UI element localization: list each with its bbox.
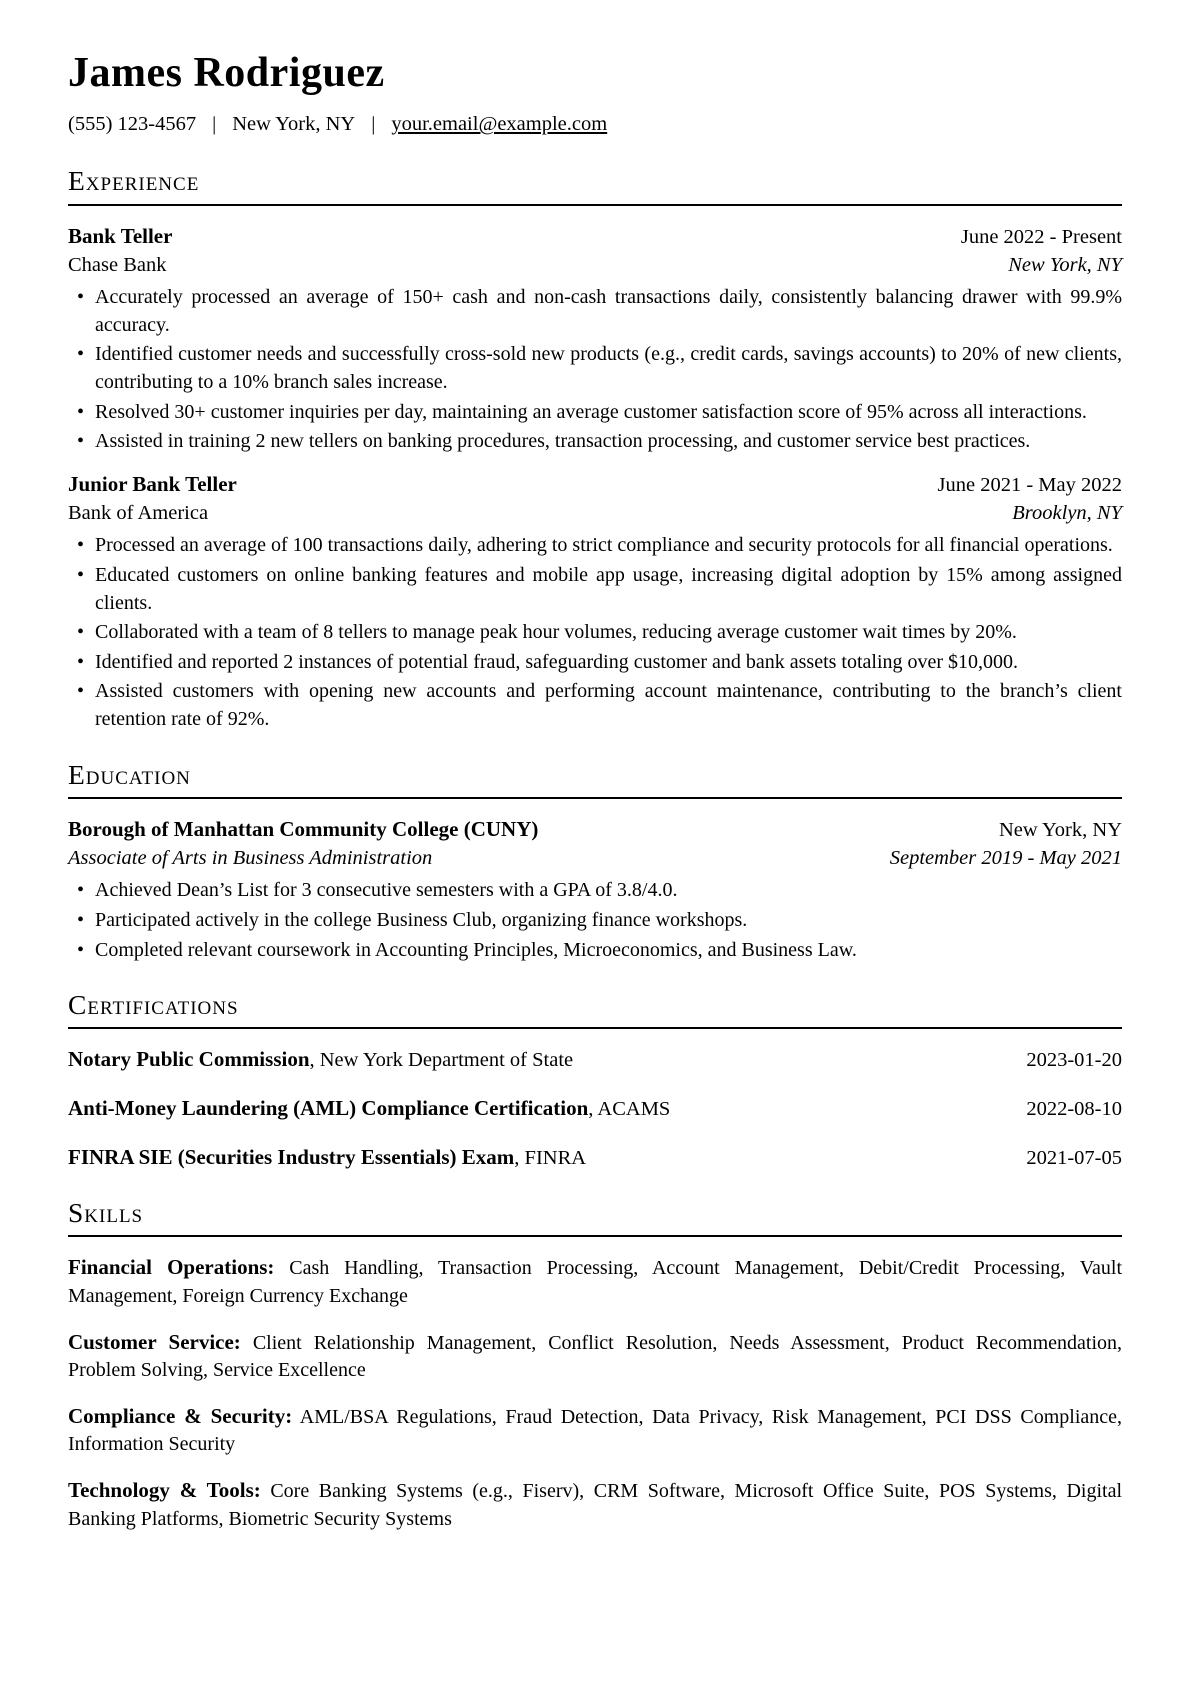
education-degree-row xyxy=(68,844,1122,872)
section-education xyxy=(68,760,1122,965)
skill-category-label: Financial Operations: xyxy=(68,1255,275,1280)
section-certifications xyxy=(68,990,1122,1172)
bullet-item: • Achieved Dean’s List for 3 consecutive semesters with a GPA of 3.8/4.0. xyxy=(68,877,1122,905)
job-location: Brooklyn, NY xyxy=(1012,502,1122,525)
section-skills xyxy=(68,1198,1122,1533)
section-rule xyxy=(68,1235,1122,1237)
certification-row xyxy=(68,1094,1122,1124)
certification-name: Anti-Money Laundering (AML) Compliance Certification xyxy=(68,1096,589,1120)
section-experience xyxy=(68,166,1122,733)
bullet-item: • Assisted customers with opening new accounts and performing account maintenance, contributing to the branch’s client retention rate of 92%. xyxy=(68,678,1122,733)
certification-text xyxy=(68,1094,670,1124)
person-name: James Rodriguez xyxy=(68,50,385,96)
job-entry xyxy=(68,470,1122,734)
section-rule xyxy=(68,797,1122,799)
certification-name: Notary Public Commission xyxy=(68,1047,310,1072)
bullet-item: • Processed an average of 100 transactions daily, adhering to strict compliance and security protocols for all financial operations. xyxy=(68,532,1122,560)
section-title-skills: Skills xyxy=(68,1197,144,1229)
certification-issuer: ACAMS xyxy=(597,1098,671,1120)
contact-separator: | xyxy=(371,113,376,136)
certification-row xyxy=(68,1143,1122,1173)
section-title-education: Education xyxy=(68,758,191,790)
skill-items: AML/BSA Regulations, Fraud Detection, Data Privacy, Risk Management, PCI DSS Compliance, Information Security xyxy=(68,1405,1123,1456)
skill-items: Client Relationship Management, Conflict Resolution, Needs Assessment, Product Recommendation, Problem Solving, Service Excellence xyxy=(68,1331,1122,1382)
education-title-row xyxy=(68,815,1122,844)
contact-line xyxy=(68,110,1122,138)
education-bullet-list xyxy=(68,877,1122,964)
certification-text xyxy=(68,1143,586,1173)
email-link[interactable]: your.email@example.com xyxy=(391,113,608,136)
job-company: Chase Bank xyxy=(68,254,167,276)
job-company: Bank of America xyxy=(68,502,209,525)
bullet-item: • Resolved 30+ customer inquiries per day, maintaining an average customer satisfaction score of 95% across all interactions. xyxy=(68,399,1122,427)
job-company-row xyxy=(68,499,1122,527)
bullet-item: • Completed relevant coursework in Accounting Principles, Microeconomics, and Business Law. xyxy=(68,937,1122,965)
certification-issuer: FINRA xyxy=(524,1146,587,1169)
skill-category-label: Technology & Tools: xyxy=(68,1478,261,1502)
bullet-item: • Participated actively in the college Business Club, organizing finance workshops. xyxy=(68,907,1122,935)
job-company-row xyxy=(68,251,1122,279)
comma-separator: , xyxy=(514,1146,525,1169)
certification-date: 2021-07-05 xyxy=(1026,1146,1122,1169)
skill-group xyxy=(68,1328,1122,1385)
degree-name: Associate of Arts in Business Administration xyxy=(68,847,433,870)
skill-category-label: Customer Service: xyxy=(68,1329,241,1354)
bullet-item: • Assisted in training 2 new tellers on banking procedures, transaction processing, and customer service best practices. xyxy=(68,428,1122,456)
bullet-item: • Identified and reported 2 instances of potential fraud, safeguarding customer and bank assets totaling over $10,000. xyxy=(68,649,1122,677)
comma-separator: , xyxy=(588,1098,598,1120)
job-title-row xyxy=(68,470,1122,499)
job-title-row xyxy=(68,222,1122,251)
section-rule xyxy=(68,204,1122,206)
contact-separator: | xyxy=(212,113,217,136)
skill-group xyxy=(68,1476,1122,1533)
bullet-item: • Educated customers on online banking features and mobile app usage, increasing digital adoption by 15% among assigned clients. xyxy=(68,562,1122,617)
job-bullet-list xyxy=(68,532,1122,733)
certification-date: 2023-01-20 xyxy=(1026,1049,1122,1072)
skill-items: Cash Handling, Transaction Processing, Account Management, Debit/Credit Processing, Vault Management, Foreign Currency Exchange xyxy=(68,1257,1123,1308)
section-rule xyxy=(68,1027,1122,1029)
skill-category-label: Compliance & Security: xyxy=(68,1403,293,1428)
job-title: Junior Bank Teller xyxy=(68,471,237,496)
phone-number: (555) 123-4567 xyxy=(68,113,197,136)
contact-location: New York, NY xyxy=(232,113,356,136)
bullet-item: • Identified customer needs and successfully cross-sold new products (e.g., credit cards, savings accounts) to 20% of new clients, contributing to a 10% branch sales increase. xyxy=(68,341,1122,396)
job-title: Bank Teller xyxy=(68,223,173,248)
section-title-experience: Experience xyxy=(68,165,200,197)
skill-group xyxy=(68,1402,1122,1459)
education-dates: September 2019 - May 2021 xyxy=(889,847,1122,870)
certification-name: FINRA SIE (Securities Industry Essentials) Exam xyxy=(68,1144,515,1169)
bullet-item: • Accurately processed an average of 150+ cash and non-cash transactions daily, consistently balancing drawer with 99.9% accuracy. xyxy=(68,284,1122,339)
certification-date: 2022-08-10 xyxy=(1026,1098,1122,1120)
comma-separator: , xyxy=(309,1049,320,1072)
bullet-item: • Collaborated with a team of 8 tellers to manage peak hour volumes, reducing average customer wait times by 20%. xyxy=(68,619,1122,647)
certification-issuer: New York Department of State xyxy=(319,1049,574,1072)
education-entry xyxy=(68,815,1122,964)
institution-location: New York, NY xyxy=(998,818,1122,841)
job-entry xyxy=(68,222,1122,456)
section-title-certifications: Certifications xyxy=(68,989,239,1021)
certification-text xyxy=(68,1045,573,1075)
job-bullet-list xyxy=(68,284,1122,456)
institution-name: Borough of Manhattan Community College (CUNY) xyxy=(68,816,539,841)
certification-row xyxy=(68,1045,1122,1075)
skill-items: Core Banking Systems (e.g., Fiserv), CRM Software, Microsoft Office Suite, POS Systems, Digital Banking Platforms, Biometric Security Systems xyxy=(68,1480,1123,1530)
job-dates: June 2021 - May 2022 xyxy=(937,473,1122,496)
resume-header xyxy=(68,50,1122,138)
skill-group xyxy=(68,1253,1122,1310)
job-location: New York, NY xyxy=(1008,254,1122,276)
job-dates: June 2022 - Present xyxy=(960,225,1122,248)
